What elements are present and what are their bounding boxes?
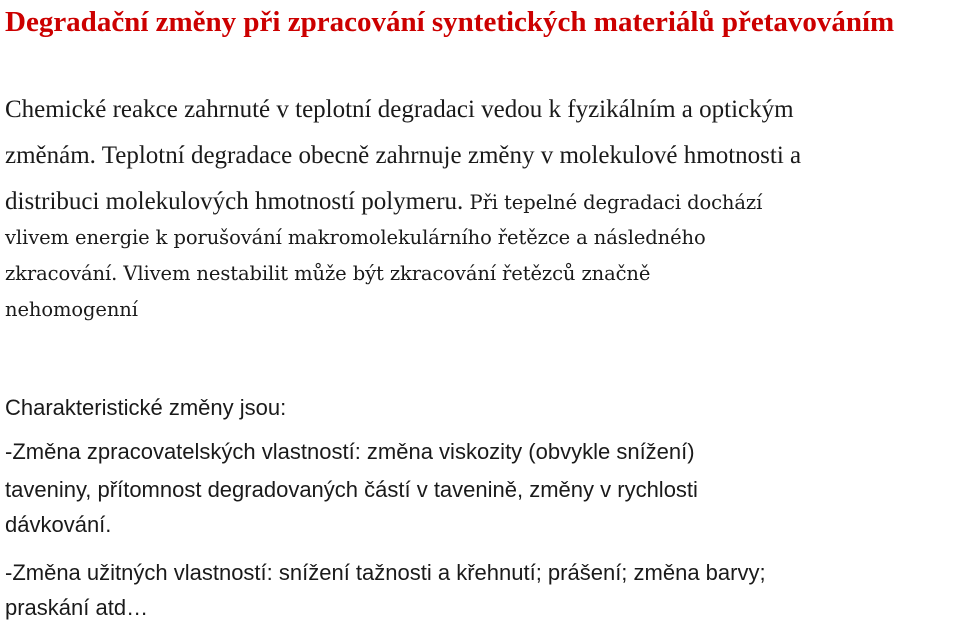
intro-line-6: nehomogenní (5, 298, 138, 321)
changes-heading: Charakteristické změny jsou: (5, 395, 287, 420)
change-1-line-3: dávkování. (5, 512, 112, 537)
intro-line-2: změnám. Teplotní degradace obecně zahrnuje změny v molekulové hmotnosti a (5, 142, 802, 169)
intro-line-4: vlivem energie k porušování makromolekulárního řetězce a následného (5, 226, 706, 249)
change-1-line-2: taveniny, přítomnost degradovaných částí v tavenině, změny v rychlosti (5, 477, 698, 502)
change-2-line-2: praskání atd… (5, 595, 149, 620)
change-2-line-1: -Změna užitných vlastností: snížení tažnosti a křehnutí; prášení; změna barvy; (5, 560, 766, 585)
change-1-line-1: -Změna zpracovatelských vlastností: změna viskozity (obvykle snížení) (5, 439, 695, 464)
intro-line-3-part-2: Při tepelné degradaci dochází (469, 191, 763, 214)
intro-line-1: Chemické reakce zahrnuté v teplotní degradaci vedou k fyzikálním a optickým (5, 96, 794, 123)
intro-line-3-part-1: distribuci molekulových hmotností polymeru. (5, 188, 470, 215)
intro-line-3a (5, 188, 762, 216)
slide-title: Degradační změny při zpracování syntetických materiálů přetavováním (5, 6, 895, 38)
intro-line-5: zkracování. Vlivem nestabilit může být zkracování řetězců značně (5, 262, 651, 285)
